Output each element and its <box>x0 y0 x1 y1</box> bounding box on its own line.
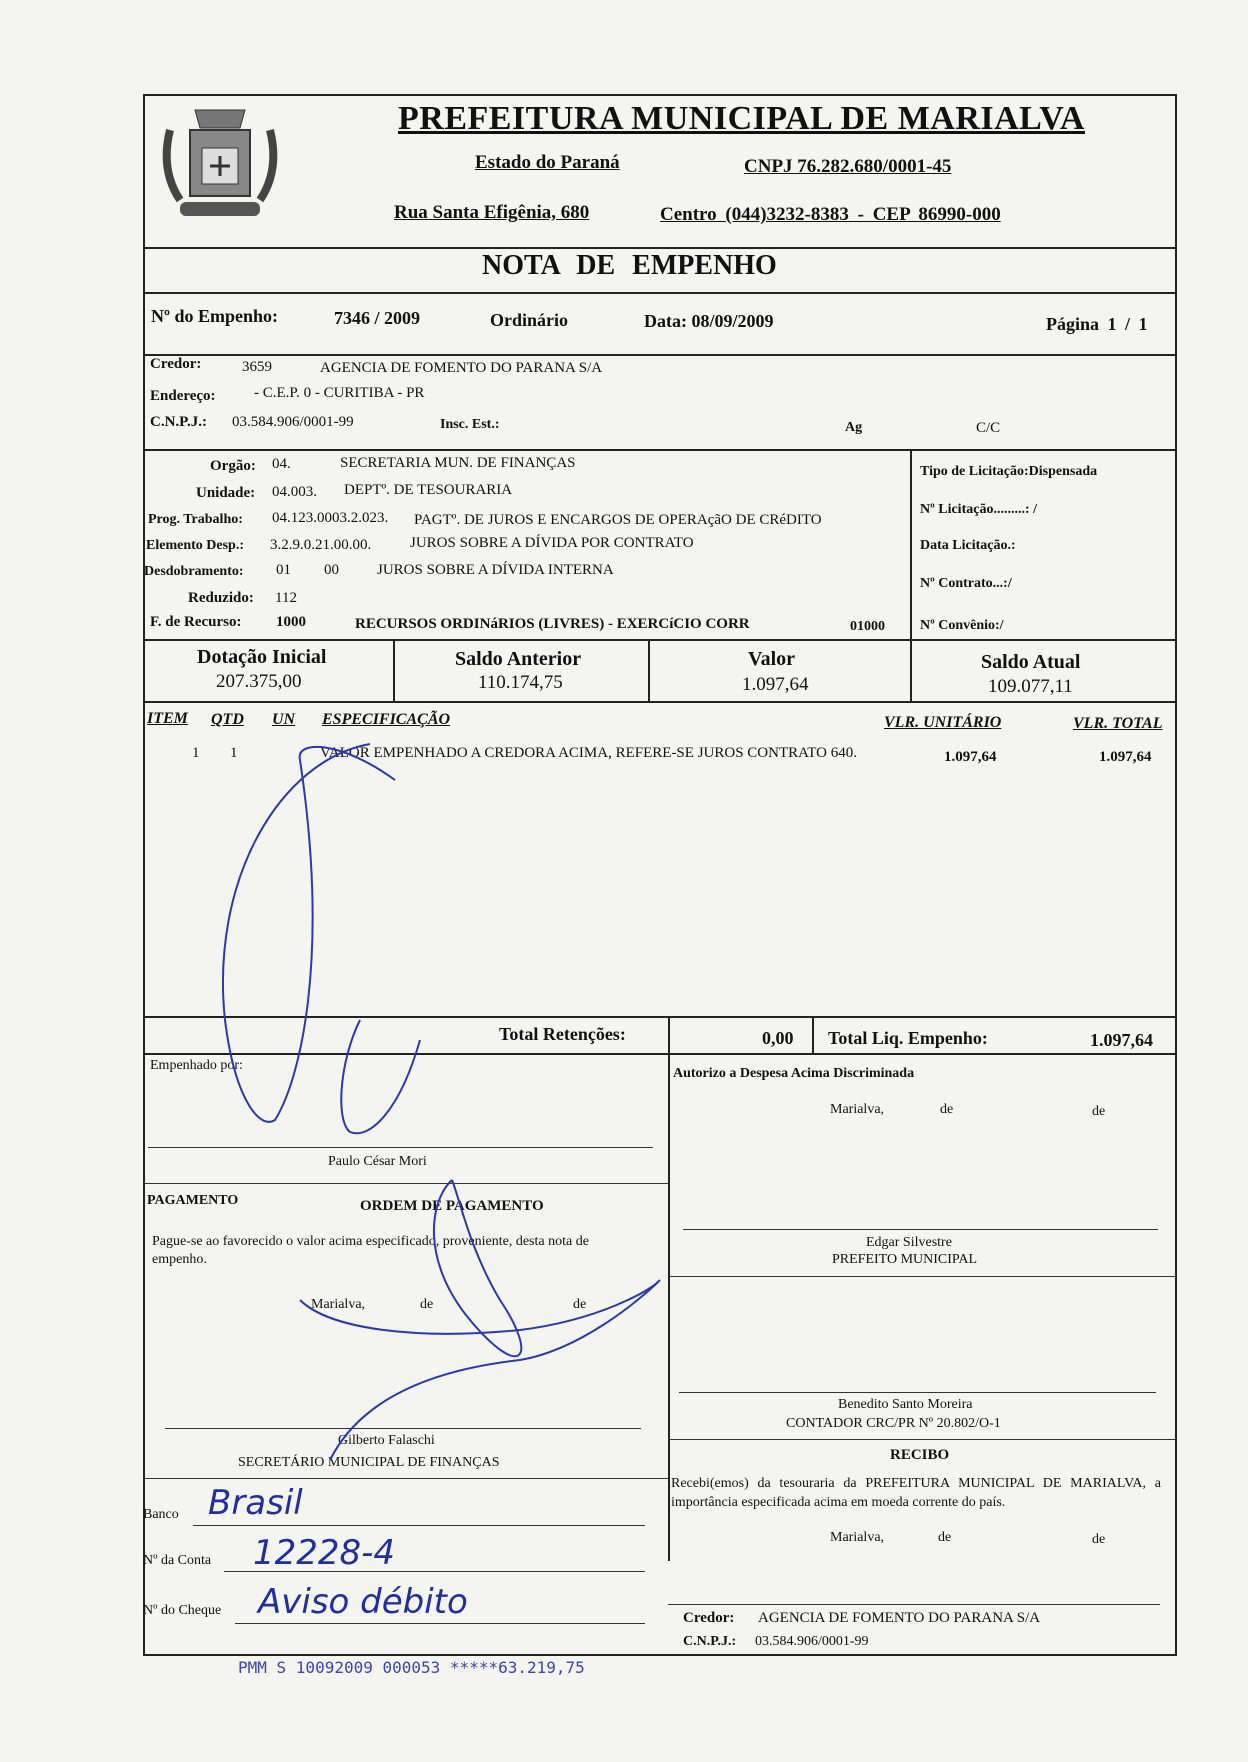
unidade-code: 04.003. <box>272 484 317 500</box>
empenhado-name: Paulo César Mori <box>328 1154 427 1169</box>
saldo-atual-value: 109.077,11 <box>988 676 1073 697</box>
desdobramento-b: 00 <box>324 562 339 578</box>
prog-trabalho-desc: PAGTº. DE JUROS E ENCARGOS DE OPERAçãO DE CRéDITO <box>414 512 822 528</box>
credor-label: Credor: <box>150 356 202 372</box>
reduzido-value: 112 <box>275 590 297 606</box>
empenho-type: Ordinário <box>490 310 569 330</box>
prog-trabalho-label: Prog. Trabalho: <box>148 512 243 527</box>
endereco-label: Endereço: <box>150 388 216 404</box>
row-qtd: 1 <box>230 745 238 761</box>
institution-title: PREFEITURA MUNICIPAL DE MARIALVA <box>398 100 1085 137</box>
cnpj-credor-label: C.N.P.J.: <box>150 414 207 430</box>
retencoes-label: Total Retenções: <box>499 1024 626 1044</box>
valor-label: Valor <box>748 648 796 670</box>
empenho-number: 7346 / 2009 <box>334 308 421 328</box>
recibo-credor-label: Credor: <box>683 1610 735 1626</box>
desdobramento-a: 01 <box>276 562 291 578</box>
prefeito-title: PREFEITO MUNICIPAL <box>832 1252 978 1267</box>
banco-label: Banco <box>143 1507 179 1522</box>
orgao-code: 04. <box>272 456 291 472</box>
tipo-licitacao: Tipo de Licitação:Dispensada <box>920 464 1098 479</box>
pagamento-de-2: de <box>573 1297 587 1312</box>
total-liquido-value: 1.097,64 <box>1090 1030 1153 1050</box>
recibo-title: RECIBO <box>890 1447 950 1463</box>
conta-value: 12228-4 <box>253 1533 396 1573</box>
recurso-label: F. de Recurso: <box>150 614 242 630</box>
recurso-code: 1000 <box>276 614 306 630</box>
desdobramento-label: Desdobramento: <box>144 564 244 579</box>
secretario-name: Gilberto Falaschi <box>338 1433 435 1448</box>
pagamento-place: Marialva, <box>311 1297 366 1312</box>
ordem-pagamento-title: ORDEM DE PAGAMENTO <box>360 1198 544 1214</box>
col-vlr-total: VLR. TOTAL <box>1073 715 1163 732</box>
autorizo-place: Marialva, <box>830 1102 885 1117</box>
document-title: NOTA DE EMPENHO <box>482 250 777 281</box>
insc-est-label: Insc. Est.: <box>440 417 500 432</box>
dotacao-label: Dotação Inicial <box>197 646 327 668</box>
cnpj-credor-value: 03.584.906/0001-99 <box>232 414 354 430</box>
contador-title: CONTADOR CRC/PR Nº 20.802/O-1 <box>786 1416 1001 1431</box>
recibo-text: Recebi(emos) da tesouraria da PREFEITURA MUNICIPAL DE MARIALVA, a importância especificada acima em moeda corrente do país. <box>671 1476 1161 1510</box>
cheque-value: Aviso débito <box>258 1582 468 1622</box>
endereco-value: - C.E.P. 0 - CURITIBA - PR <box>254 385 425 401</box>
elemento-code: 3.2.9.0.21.00.00. <box>270 537 372 553</box>
col-qtd: QTD <box>211 711 244 728</box>
recibo-cnpj-label: C.N.P.J.: <box>683 1634 737 1649</box>
contador-name: Benedito Santo Moreira <box>838 1397 973 1412</box>
numero-convenio: Nº Convênio:/ <box>920 618 1004 633</box>
autorizo-de-2: de <box>1092 1104 1106 1119</box>
row-especificacao: VALOR EMPENHADO A CREDORA ACIMA, REFERE-SE JUROS CONTRATO 640. <box>320 745 858 761</box>
col-item: ITEM <box>147 710 188 727</box>
recibo-cnpj-value: 03.584.906/0001-99 <box>755 1634 869 1649</box>
recibo-de-1: de <box>938 1530 952 1545</box>
credor-name: AGENCIA DE FOMENTO DO PARANA S/A <box>320 360 603 376</box>
autorizo-de-1: de <box>940 1102 954 1117</box>
banco-value: Brasil <box>208 1483 303 1523</box>
saldo-anterior-value: 110.174,75 <box>478 672 563 693</box>
col-un: UN <box>272 711 296 728</box>
recibo-credor-value: AGENCIA DE FOMENTO DO PARANA S/A <box>758 1610 1041 1626</box>
recibo-de-2: de <box>1092 1532 1106 1547</box>
numero-contrato: Nº Contrato...:/ <box>920 576 1012 591</box>
orgao-desc: SECRETARIA MUN. DE FINANÇAS <box>340 455 576 471</box>
cheque-label: Nº do Cheque <box>143 1603 222 1618</box>
saldo-atual-label: Saldo Atual <box>981 651 1081 673</box>
state-label: Estado do Paraná <box>475 152 620 173</box>
cc-label: C/C <box>976 420 1001 436</box>
col-especificacao: ESPECIFICAÇÃO <box>322 711 451 728</box>
orgao-label: Orgão: <box>210 458 256 474</box>
recurso-num: 01000 <box>850 619 885 634</box>
prefeito-name: Edgar Silvestre <box>866 1235 952 1250</box>
credor-code: 3659 <box>242 359 272 375</box>
desdobramento-desc: JUROS SOBRE A DÍVIDA INTERNA <box>377 562 614 578</box>
numero-licitacao: Nº Licitação.........: / <box>920 502 1037 517</box>
autorizo-label: Autorizo a Despesa Acima Discriminada <box>673 1066 915 1081</box>
conta-label: Nº da Conta <box>143 1553 212 1568</box>
empenho-number-label: Nº do Empenho: <box>151 306 278 326</box>
page-number: Página 1 / 1 <box>1046 314 1148 334</box>
recurso-desc: RECURSOS ORDINáRIOS (LIVRES) - EXERCíCIO CORR <box>355 616 750 632</box>
pagamento-text: Pague-se ao favorecido o valor acima especificado, proveniente, desta nota de empenho. <box>152 1234 589 1267</box>
pagamento-de-1: de <box>420 1297 434 1312</box>
elemento-label: Elemento Desp.: <box>146 538 244 553</box>
unidade-desc: DEPTº. DE TESOURARIA <box>344 482 513 498</box>
empenhado-label: Empenhado por: <box>150 1058 243 1073</box>
coat-of-arms-logo <box>150 90 290 230</box>
unidade-label: Unidade: <box>196 485 256 501</box>
ag-label: Ag <box>845 420 863 435</box>
payment-stamp: PMM S 10092009 000053 *****63.219,75 <box>238 1658 585 1677</box>
pagamento-label: PAGAMENTO <box>147 1193 239 1208</box>
contact-label: Centro (044)3232-8383 - CEP 86990-000 <box>660 204 1001 225</box>
address-label: Rua Santa Efigênia, 680 <box>394 202 590 223</box>
valor-value: 1.097,64 <box>742 674 809 695</box>
total-liquido-label: Total Liq. Empenho: <box>828 1028 988 1048</box>
data-licitacao: Data Licitação.: <box>920 538 1016 553</box>
recibo-place: Marialva, <box>830 1530 885 1545</box>
row-vlr-total: 1.097,64 <box>1099 749 1152 765</box>
row-item: 1 <box>192 745 200 761</box>
elemento-desc: JUROS SOBRE A DÍVIDA POR CONTRATO <box>410 535 694 551</box>
row-vlr-unitario: 1.097,64 <box>944 749 997 765</box>
reduzido-label: Reduzido: <box>188 590 254 606</box>
cnpj-label: CNPJ 76.282.680/0001-45 <box>744 156 952 177</box>
saldo-anterior-label: Saldo Anterior <box>455 648 582 670</box>
prog-trabalho-code: 04.123.0003.2.023. <box>272 510 389 526</box>
dotacao-value: 207.375,00 <box>216 671 302 692</box>
secretario-title: SECRETÁRIO MUNICIPAL DE FINANÇAS <box>238 1455 500 1470</box>
empenho-date: Data: 08/09/2009 <box>644 311 774 331</box>
retencoes-value: 0,00 <box>762 1028 794 1048</box>
col-vlr-unitario: VLR. UNITÁRIO <box>884 714 1002 731</box>
